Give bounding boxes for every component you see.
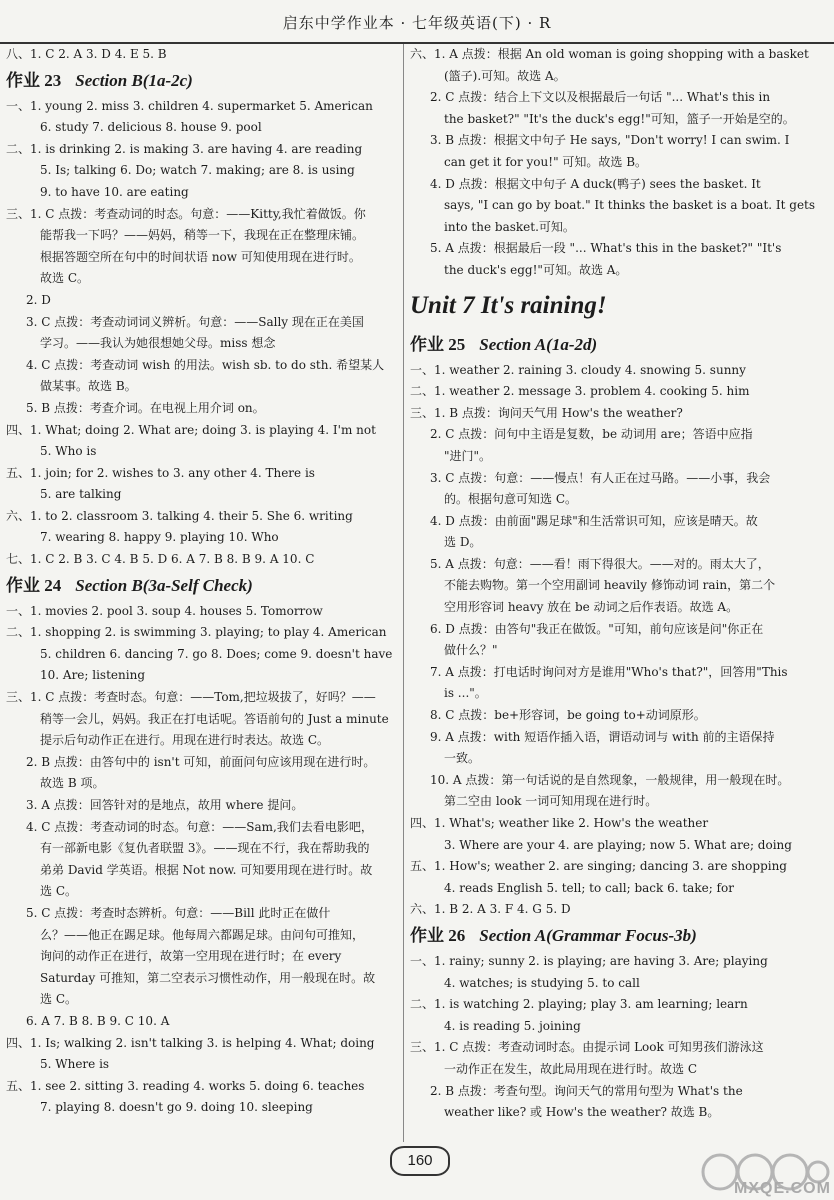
section-number: 作业 24 <box>6 575 62 595</box>
answer-line: 5. Who is <box>40 444 97 459</box>
answer-line: 四、1. What's; weather like 2. How's the weather <box>410 816 709 830</box>
answer-line: 选 D。 <box>444 535 482 550</box>
answer-line: 4. reads English 5. tell; to call; back 6. take; for <box>444 880 734 895</box>
answer-line: 能帮我一下吗？——妈妈，稍等一下，我现在正在整理床铺。 <box>40 228 365 243</box>
answer-line: 六、1. A 点拨：根据 An old woman is going shopping with a basket <box>410 47 809 61</box>
answer-line: 四、1. Is; walking 2. isn't talking 3. is helping 4. What; doing <box>6 1035 375 1050</box>
answer-line: 五、1. How's; weather 2. are singing; dancing 3. are shopping <box>410 859 787 874</box>
answer-line: 稍等一会儿，妈妈。我正在打电话呢。答语前句的 Just a minute <box>40 711 389 726</box>
answer-line: 4. watches; is studying 5. to call <box>444 975 640 990</box>
answer-line: 不能去购物。第一个空用副词 heavily 修饰动词 rain，第二个 <box>444 578 776 593</box>
answer-line: 7. A 点拨：打电话时询问对方是谁用"Who's that?"，回答用"This <box>430 664 788 679</box>
answer-line: 9. to have 10. are eating <box>40 184 189 199</box>
section-title: Section B(3a-Self Check) <box>75 575 253 595</box>
answer-line: 4. C 点拨：考查动词 wish 的用法。wish sb. to do sth. 希望某人 <box>26 357 385 372</box>
answer-line: 一、1. weather 2. raining 3. cloudy 4. snowing 5. sunny <box>410 362 746 377</box>
answer-line: the duck's egg!"可知。故选 A。 <box>444 262 628 277</box>
answer-line: 6. A 7. B 8. B 9. C 10. A <box>26 1013 170 1028</box>
answer-line: 5. B 点拨：考查介词。在电视上用介词 on。 <box>26 400 265 415</box>
answer-line: 故选 C。 <box>40 271 89 286</box>
column-divider <box>403 44 404 1142</box>
answer-line: the basket?" "It's the duck's egg!"可知，篮子一开始是空的。 <box>444 111 795 126</box>
answer-line: 二、1. is drinking 2. is making 3. are having 4. are reading <box>6 141 363 156</box>
section-title: Section A(Grammar Focus-3b) <box>479 925 697 945</box>
answer-line: 5. are talking <box>40 487 122 502</box>
answer-line: 二、1. shopping 2. is swimming 3. playing; to play 4. American <box>6 625 387 640</box>
section-heading <box>6 571 400 601</box>
answer-line: 做某事。故选 B。 <box>40 379 137 394</box>
answer-line: 询问的动作正在进行，故第一空用现在进行时；在 every <box>40 949 342 964</box>
answer-line: 7. playing 8. doesn't go 9. doing 10. sleeping <box>40 1100 313 1115</box>
answer-line: 三、1. B 点拨：询问天气用 How's the weather? <box>410 405 683 420</box>
answer-line: 5. children 6. dancing 7. go 8. Does; come 9. doesn't have <box>40 646 393 661</box>
answer-line: 2. C 点拨：问句中主语是复数，be 动词用 are；答语中应指 <box>430 427 753 442</box>
section-heading <box>410 330 826 360</box>
answer-line: 5. Is; talking 6. Do; watch 7. making; are 8. is using <box>40 163 355 178</box>
answer-line: into the basket.可知。 <box>444 219 575 234</box>
answer-line: 六、1. to 2. classroom 3. talking 4. their 5. She 6. writing <box>6 508 353 523</box>
answer-line: weather like? 或 How's the weather? 故选 B。 <box>444 1105 720 1120</box>
answer-line: 2. B 点拨：由答句中的 isn't 可知，前面问句应该用现在进行时。 <box>26 754 376 769</box>
answer-line: 学习。——我认为她很想她父母。miss 想念 <box>40 336 276 351</box>
answer-line: can get it for you!" 可知。故选 B。 <box>444 154 648 169</box>
answer-line: 4. D 点拨：由前面"踢足球"和生活常识可知，应该是晴天。故 <box>430 513 758 528</box>
answer-line: 二、1. is watching 2. playing; play 3. am learning; learn <box>410 997 748 1012</box>
right-column <box>410 44 826 1124</box>
answer-line: 一动作正在发生，故此局用现在进行时。故选 C <box>444 1061 697 1076</box>
answer-line: 五、1. see 2. sitting 3. reading 4. works 5. doing 6. teaches <box>6 1078 365 1093</box>
section-title: Section A(1a-2d) <box>479 334 598 354</box>
answer-line: 3. B 点拨：根据文中句子 He says, "Don't worry! I can swim. I <box>430 133 790 148</box>
answer-line: 三、1. C 点拨：考查时态。句意：——Tom,把垃圾拔了，好吗？—— <box>6 690 376 705</box>
answer-line: 4. D 点拨：根据文中句子 A duck(鸭子) sees the basket. It <box>430 176 761 191</box>
answer-line: 3. A 点拨：回答针对的是地点，故用 where 提问。 <box>26 798 304 812</box>
section-heading <box>6 66 400 96</box>
answer-line: 10. Are; listening <box>40 668 145 683</box>
answer-line: 5. Where is <box>40 1057 110 1072</box>
answer-line: 3. Where are your 4. are playing; now 5. What are; doing <box>444 837 792 852</box>
section-number: 作业 26 <box>410 925 466 945</box>
answer-line: 9. A 点拨：with 短语作插入语，谓语动词与 with 前的主语保持 <box>430 729 775 744</box>
answer-line: 3. C 点拨：句意：——慢点！有人正在过马路。——小事，我会 <box>430 470 771 485</box>
answer-line: 故选 B 项。 <box>40 776 105 791</box>
section-title: Section B(1a-2c) <box>75 70 193 90</box>
answer-line: 三、1. C 点拨：考查动词时态。由提示词 Look 可知男孩们游泳这 <box>410 1040 764 1055</box>
answer-line: 一、1. young 2. miss 3. children 4. supermarket 5. American <box>6 98 373 113</box>
answer-line: 4. C 点拨：考查动词的时态。句意：——Sam,我们去看电影吧， <box>26 819 373 834</box>
answer-line: "进门"。 <box>444 448 492 463</box>
left-column <box>6 44 400 1119</box>
answer-line: 6. D 点拨：由答句"我正在做饭。"可知，前句应该是问"你正在 <box>430 621 764 636</box>
answer-line: 6. study 7. delicious 8. house 9. pool <box>40 120 262 135</box>
answer-line: 根据答题空所在句中的时间状语 now 可知使用现在进行时。 <box>40 249 361 264</box>
answer-line: 八、1. C 2. A 3. D 4. E 5. B <box>6 47 167 61</box>
answer-line: 一、1. rainy; sunny 2. is playing; are having 3. Are; playing <box>410 953 768 968</box>
answer-line: 2. D <box>26 292 51 307</box>
page-header <box>0 0 834 44</box>
answer-line: 8. C 点拨：be+形容词，be going to+动词原形。 <box>430 708 706 723</box>
answer-line: 10. A 点拨：第一句话说的是自然现象，一般规律，用一般现在时。 <box>430 772 790 787</box>
answer-line: 七、1. C 2. B 3. C 4. B 5. D 6. A 7. B 8. B 9. A 10. C <box>6 552 315 567</box>
answer-line: 3. C 点拨：考查动词词义辨析。句意：——Sally 现在正在美国 <box>26 314 364 329</box>
answer-line: 4. is reading 5. joining <box>444 1018 581 1033</box>
page-header-title: 启东中学作业本 · 七年级英语(下) · R <box>282 14 552 32</box>
answer-line: 选 C。 <box>40 992 77 1007</box>
answer-line: 2. C 点拨：结合上下文以及根据最后一句话 "... What's this in <box>430 90 771 105</box>
answer-line: is ..."。 <box>444 686 487 701</box>
answer-line: 一、1. movies 2. pool 3. soup 4. houses 5. Tomorrow <box>6 603 323 618</box>
answer-line: 么？——他正在踢足球。他每周六都踢足球。由问句可推知， <box>40 927 365 942</box>
answer-line: 的。根据句意可知选 C。 <box>444 492 577 507</box>
watermark-text: MXQE.COM <box>734 1180 831 1197</box>
answer-line: 二、1. weather 2. message 3. problem 4. cooking 5. him <box>410 384 750 399</box>
answer-line: 五、1. join; for 2. wishes to 3. any other 4. There is <box>6 465 315 480</box>
answer-line: says, "I can go by boat." It thinks the basket is a boat. It gets <box>444 198 816 213</box>
answer-line: 5. A 点拨：句意：——看！雨下得很大。——对的。雨太大了， <box>430 556 770 571</box>
answer-line: Saturday 可推知，第二空表示习惯性动作，用一般现在时。故 <box>40 970 376 985</box>
answer-line: 六、1. B 2. A 3. F 4. G 5. D <box>410 902 571 917</box>
answer-line: 四、1. What; doing 2. What are; doing 3. is playing 4. I'm not <box>6 422 376 437</box>
answer-line: 第二空由 look 一词可知用现在进行时。 <box>444 794 658 809</box>
answer-line: 选 C。 <box>40 884 77 899</box>
answer-line: 有一部新电影《复仇者联盟 3》。——现在不行，我在帮助我的 <box>40 841 370 856</box>
answer-line: 提示后句动作正在进行。用现在进行时表达。故选 C。 <box>40 733 329 748</box>
answer-line: 5. C 点拨：考查时态辨析。句意：——Bill 此时正在做什 <box>26 905 331 920</box>
answer-line: 三、1. C 点拨：考查动词的时态。句意：——Kitty,我忙着做饭。你 <box>6 206 366 221</box>
section-heading <box>410 921 826 951</box>
section-number: 作业 23 <box>6 70 62 90</box>
answer-line: (篮子).可知。故选 A。 <box>444 68 566 83</box>
section-number: 作业 25 <box>410 334 466 354</box>
answer-line: 5. A 点拨：根据最后一段 "... What's this in the basket?" "It's <box>430 241 782 256</box>
page-number: 160 <box>390 1146 450 1176</box>
answer-line: 弟弟 David 学英语。根据 Not now. 可知要用现在进行时。故 <box>40 862 373 877</box>
answer-line: 空用形容词 heavy 放在 be 动词之后作表语。故选 A。 <box>444 600 739 615</box>
answer-line: 2. B 点拨：考查句型。询问天气的常用句型为 What's the <box>430 1083 743 1098</box>
answer-line: 一致。 <box>444 751 481 766</box>
unit-title: Unit 7 It's raining! <box>410 291 607 319</box>
answer-line: 7. wearing 8. happy 9. playing 10. Who <box>40 530 279 545</box>
answer-line: 做什么？" <box>444 643 498 658</box>
